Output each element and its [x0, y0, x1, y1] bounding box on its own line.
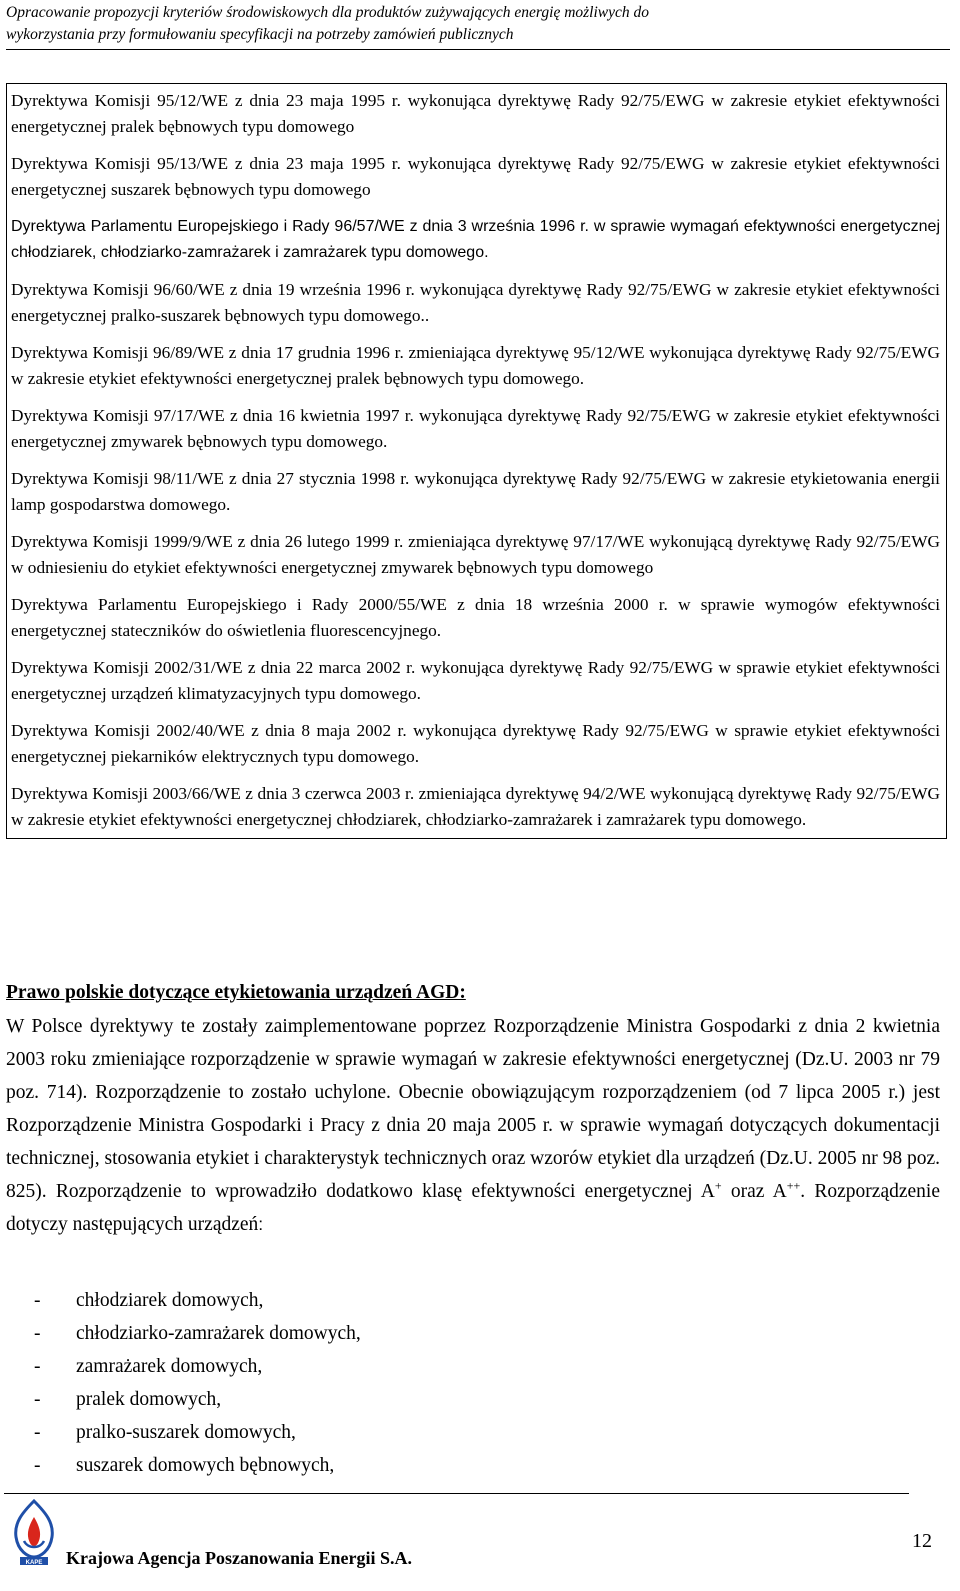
- footer-rule: [4, 1493, 909, 1494]
- list-dash: -: [34, 1356, 41, 1377]
- running-header: [6, 2, 950, 50]
- list-item-text: suszarek domowych bębnowych,: [76, 1455, 335, 1476]
- directive-row: Dyrektywa Komisji 96/60/WE z dnia 19 września 1996 r. wykonująca dyrektywę Rady 92/75/EWG w zakresie etykiet efektywności energetycznej pralko-suszarek bębnowych typu domowego..: [11, 280, 940, 325]
- paragraph-text-mid: oraz A: [721, 1181, 787, 1202]
- directive-row: Dyrektywa Komisji 95/12/WE z dnia 23 maja 1995 r. wykonująca dyrektywę Rady 92/75/EWG w zakresie etykiet efektywności energetycznej pralek bębnowych typu domowego: [11, 91, 940, 136]
- list-item-text: zamrażarek domowych,: [76, 1356, 263, 1377]
- section-paragraph: [6, 1010, 940, 1241]
- list-item: [34, 1284, 361, 1317]
- device-list: [34, 1284, 361, 1482]
- superscript-double-plus: ++: [786, 1178, 801, 1193]
- list-dash: -: [34, 1323, 41, 1344]
- directive-row: Dyrektywa Komisji 96/89/WE z dnia 17 grudnia 1996 r. zmieniająca dyrektywę 95/12/WE wykonująca dyrektywę Rady 92/75/EWG w zakresie etykiet efektywności energetycznej pralek bębnowych typu domowego.: [11, 343, 940, 388]
- paragraph-colon: :: [258, 1214, 264, 1234]
- header-line-2: wykorzystania przy formułowaniu specyfikacji na potrzeby zamówień publicznych: [6, 26, 514, 43]
- directive-row: Dyrektywa Komisji 2003/66/WE z dnia 3 czerwca 2003 r. zmieniająca dyrektywę 94/2/WE wykonującą dyrektywę Rady 92/75/EWG w zakresie etykiet efektywności energetycznej chłodziarek, chłodziarko-zamrażarek i zamrażarek typu domowego.: [11, 784, 940, 829]
- list-dash: -: [34, 1290, 41, 1311]
- directive-row: Dyrektywa Komisji 2002/31/WE z dnia 22 marca 2002 r. wykonująca dyrektywę Rady 92/75/EWG w sprawie etykiet efektywności energetycznej urządzeń klimatyzacyjnych typu domowego.: [11, 658, 940, 703]
- section-title: Prawo polskie dotyczące etykietowania urządzeń AGD:: [6, 982, 466, 1003]
- superscript-plus: +: [714, 1178, 722, 1193]
- list-item: [34, 1449, 361, 1482]
- organization-name: Krajowa Agencja Poszanowania Energii S.A.: [66, 1548, 412, 1568]
- list-item-text: chłodziarek domowych,: [76, 1290, 264, 1311]
- list-item: [34, 1416, 361, 1449]
- svg-text:KAPE: KAPE: [25, 1560, 43, 1566]
- list-item-text: chłodziarko-zamrażarek domowych,: [76, 1323, 361, 1344]
- directive-row: Dyrektywa Komisji 97/17/WE z dnia 16 kwietnia 1997 r. wykonująca dyrektywę Rady 92/75/EWG w zakresie etykiet efektywności energetycznej zmywarek bębnowych typu domowego.: [11, 406, 940, 451]
- page-number: 12: [912, 1530, 932, 1552]
- directive-row: Dyrektywa Komisji 2002/40/WE z dnia 8 maja 2002 r. wykonująca dyrektywę Rady 92/75/EWG w sprawie etykiet efektywności energetycznej piekarników elektrycznych typu domowego.: [11, 721, 940, 766]
- directives-table: [6, 83, 947, 839]
- list-dash: -: [34, 1422, 41, 1443]
- list-item-text: pralko-suszarek domowych,: [76, 1422, 296, 1443]
- directive-row: Dyrektywa Komisji 1999/9/WE z dnia 26 lutego 1999 r. zmieniająca dyrektywę 97/17/WE wykonującą dyrektywę Rady 92/75/EWG w odniesieniu do etykiet efektywności energetycznej zmywarek bębnowych typu domowego: [11, 532, 940, 577]
- list-dash: -: [34, 1389, 41, 1410]
- header-line-1: Opracowanie propozycji kryteriów środowiskowych dla produktów zużywających energię możliwych do: [6, 4, 650, 21]
- list-item: [34, 1317, 361, 1350]
- list-item-text: pralek domowych,: [76, 1389, 222, 1410]
- paragraph-text-end: . Rozporządzenie dotyczy następujących urządzeń: [6, 1181, 940, 1235]
- list-item: [34, 1350, 361, 1383]
- directive-row: Dyrektywa Komisji 98/11/WE z dnia 27 stycznia 1998 r. wykonująca dyrektywę Rady 92/75/EWG w zakresie etykietowania energii lamp gospodarstwa domowego.: [11, 469, 940, 514]
- directive-row: Dyrektywa Komisji 95/13/WE z dnia 23 maja 1995 r. wykonująca dyrektywę Rady 92/75/EWG w zakresie etykiet efektywności energetycznej suszarek bębnowych typu domowego: [11, 154, 940, 199]
- list-item: [34, 1383, 361, 1416]
- directive-row: Dyrektywa Parlamentu Europejskiego i Rady 2000/55/WE z dnia 18 września 2000 r. w sprawie wymogów efektywności energetycznej stateczników do oświetlenia fluorescencyjnego.: [11, 595, 940, 640]
- paragraph-text: W Polsce dyrektywy te zostały zaimplementowane poprzez Rozporządzenie Ministra Gospodarki z dnia 2 kwietnia 2003 roku zmieniające rozporządzenie w sprawie wymagań w zakresie efektywności energetycznej (Dz.U. 2003 nr 79 poz. 714). Rozporządzenie to zostało uchylone. Obecnie obowiązującym rozporządzeniem (od 7 lipca 2005 r.) jest Rozporządzenie Ministra Gospodarki i Pracy z dnia 20 maja 2005 r. w sprawie wymagań dotyczących dokumentacji technicznej, stosowania etykiet i charakterystyk technicznych oraz wzorów etykiet dla urządzeń (Dz.U. 2005 nr 98 poz. 825). Rozporządzenie to wprowadziło dodatkowo klasę efektywności energetycznej A: [6, 1016, 941, 1202]
- kape-logo-icon: [4, 1497, 64, 1567]
- list-dash: -: [34, 1455, 41, 1476]
- directive-row: Dyrektywa Parlamentu Europejskiego i Rady 96/57/WE z dnia 3 września 1996 r. w sprawie wymagań efektywności energetycznej chłodziarek, chłodziarko-zamrażarek i zamrażarek typu domowego.: [11, 218, 940, 261]
- polish-law-section: [6, 980, 940, 1241]
